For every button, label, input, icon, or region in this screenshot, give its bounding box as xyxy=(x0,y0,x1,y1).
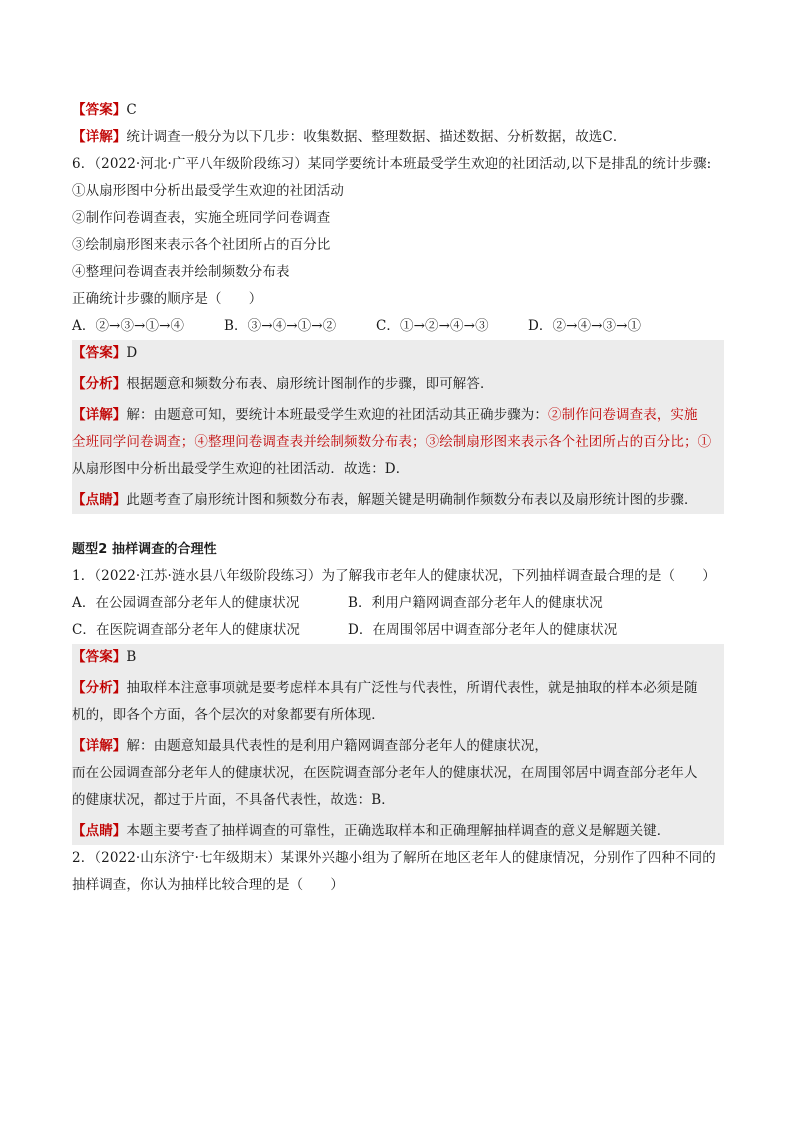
detail-line-3 xyxy=(72,456,724,483)
option-d: D．②→④→③→① xyxy=(528,318,642,334)
answer-value: B xyxy=(126,649,137,665)
comment-line xyxy=(72,818,724,845)
step-1: ①从扇形图中分析出最受学生欢迎的社团活动 xyxy=(72,183,344,199)
question-1-options-row-1 xyxy=(72,590,724,617)
question-6-solution xyxy=(72,340,724,514)
detail-step-1: ① xyxy=(697,434,712,450)
answer-tag: 【答案】 xyxy=(72,345,127,361)
step-4: ④整理问卷调查表并绘制频数分布表 xyxy=(72,264,290,280)
question-6-options xyxy=(72,313,724,340)
analysis-line-1 xyxy=(72,675,724,702)
detail-text: 解：由题意可知，要统计本班最受学生欢迎的社团活动其正确步骤为： xyxy=(126,407,549,423)
detail-text: 解：由题意知最具代表性的是利用户籍网调查部分老年人的健康状况， xyxy=(126,738,549,754)
answer-value: D xyxy=(126,345,138,361)
question-1-options-row-2 xyxy=(72,617,724,644)
detail-tag: 【详解】 xyxy=(72,738,127,754)
comment-text: 此题考查了扇形统计图和频数分布表，解题关键是明确制作频数分布表以及扇形统计图的步骤． xyxy=(126,492,698,508)
step-3: ③绘制扇形图来表示各个社团所占的百分比 xyxy=(72,237,331,253)
section-title: 题型2 抽样调查的合理性 xyxy=(72,542,217,557)
detail-line xyxy=(72,124,724,151)
answer-tag: 【答案】 xyxy=(72,649,127,665)
answer-line xyxy=(72,340,724,367)
option-b: B．③→④→①→② xyxy=(224,318,337,334)
question-1-stem: 1．（2022·江苏·涟水县八年级阶段练习）为了解我市老年人的健康状况，下列抽样调查最合理的是（ ） xyxy=(72,568,716,584)
analysis-tag: 【分析】 xyxy=(72,376,127,392)
detail-line-2 xyxy=(72,429,724,456)
analysis-line xyxy=(72,371,724,398)
comment-line xyxy=(72,487,724,514)
detail-tag: 【详解】 xyxy=(72,129,127,145)
detail-line-2: 而在公园调查部分老年人的健康状况，在医院调查部分老年人的健康状况，在周围邻居中调查部分老年人 xyxy=(72,765,698,781)
detail-tag: 【详解】 xyxy=(72,407,127,423)
option-c: C．在医院调查部分老年人的健康状况 xyxy=(72,622,301,638)
option-a: A．在公园调查部分老年人的健康状况 xyxy=(72,595,300,611)
question-2-stem-line-2: 抽样调查，你认为抽样比较合理的是（ ） xyxy=(72,877,344,893)
option-a: A．②→③→①→④ xyxy=(72,318,185,334)
comment-tag: 【点睛】 xyxy=(72,823,127,839)
question-6-ask: 正确统计步骤的顺序是（ ） xyxy=(72,291,263,307)
detail-step-2: ②制作问卷调查表，实施 xyxy=(548,407,698,423)
detail-step-4: ④整理问卷调查表并绘制频数分布表； xyxy=(194,434,426,450)
detail-line-3: 的健康状况，都过于片面，不具备代表性，故选：B． xyxy=(72,792,395,808)
option-c: C．①→②→④→③ xyxy=(376,318,489,334)
answer-value: C xyxy=(126,102,137,118)
comment-text: 本题主要考查了抽样调查的可靠性，正确选取样本和正确理解抽样调查的意义是解题关键． xyxy=(126,823,671,839)
step-2: ②制作问卷调查表，实施全班同学问卷调查 xyxy=(72,210,331,226)
detail-line-1 xyxy=(72,733,724,760)
detail-step-2-cont: 全班同学问卷调查； xyxy=(72,434,195,450)
analysis-tag: 【分析】 xyxy=(72,680,127,696)
option-b: B．利用户籍网调查部分老年人的健康状况 xyxy=(348,595,603,611)
answer-line xyxy=(72,644,724,671)
detail-line-1 xyxy=(72,402,724,429)
answer-line xyxy=(72,97,724,124)
analysis-text: 抽取样本注意事项就是要考虑样本具有广泛性与代表性，所谓代表性，就是抽取的样本必须是随 xyxy=(126,680,698,696)
detail-step-3: ③绘制扇形图来表示各个社团所占的百分比； xyxy=(425,434,698,450)
question-1-solution xyxy=(72,644,724,845)
answer-tag: 【答案】 xyxy=(72,102,127,118)
question-6-stem: 6．（2022·河北·广平八年级阶段练习）某同学要统计本班最受学生欢迎的社团活动,以下是排乱的统计步骤: xyxy=(72,156,712,172)
question-2-stem-line-1: 2．（2022·山东济宁·七年级期末）某课外兴趣小组为了解所在地区老年人的健康情况，分别作了四种不同的 xyxy=(72,850,716,866)
detail-text: 统计调查一般分为以下几步：收集数据、整理数据、描述数据、分析数据，故选C． xyxy=(126,129,627,145)
analysis-line-2: 机的，即各个方面，各个层次的对象都要有所体现． xyxy=(72,707,385,723)
comment-tag: 【点睛】 xyxy=(72,492,127,508)
option-d: D．在周围邻居中调查部分老年人的健康状况 xyxy=(348,622,618,638)
analysis-text: 根据题意和频数分布表、扇形统计图制作的步骤，即可解答． xyxy=(126,376,494,392)
document-page xyxy=(72,97,724,899)
detail-text-end: 从扇形图中分析出最受学生欢迎的社团活动．故选：D． xyxy=(72,461,410,477)
